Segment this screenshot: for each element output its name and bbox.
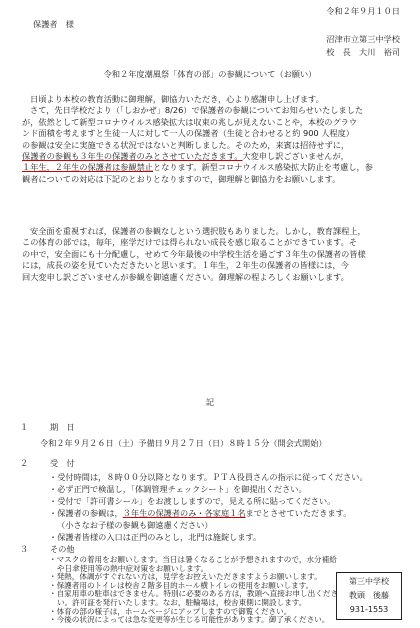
document-title: 令和２年度潮風祭「体育の部」の参観について（お願い） — [103, 69, 317, 79]
list-item-note: （小さなお子様の参観も御遠慮ください） — [57, 520, 213, 530]
safety-line: の中で，安全面にも十分配慮し，せめて今年最後の中学校生活を過ごす３年生の保護者の皆様 — [22, 248, 366, 259]
contact-box — [336, 572, 402, 620]
list-item: ・保護者の参観は，３年生の保護者のみ・各家庭１名までとさせていただきます。 — [49, 508, 352, 518]
intro-line: １年生，２年生の保護者は参観禁止となります。新型コロナウイルス感染拡大防止を考慮し，参 — [22, 162, 373, 173]
list-item: ・自家用車の駐車はできません。特別に必要のある方は，教頭へ直接お申し出くださ — [49, 589, 339, 599]
ki-heading: 記 — [205, 397, 215, 407]
list-item: ・受付で「許可書シール」をお渡ししますので，見える所に貼ってください。 — [49, 496, 336, 506]
list-item: ・今後の状況によっては急な変更等が生じる可能性があります。御了承ください。 — [49, 615, 330, 625]
list-item: ・受付時間は，８時００分以降となります。ＰＴＡ役員さんの指示に従ってください。 — [49, 472, 368, 482]
list-item: ・保護者皆様の入口は正門のみとし，北門は施錠します。 — [49, 532, 262, 542]
list-item: ・必ず正門で検温し，「体調管理チェックシート」を御提出ください。 — [49, 484, 307, 494]
section-reception-heading: ２ 受 付 — [20, 458, 75, 468]
intro-line: ンド面積を考えますと生徒一人に対して一人の保護者（生徒と合わせると約 900 人程度） — [22, 128, 354, 139]
intro-line: さて，先日学校だより（「しおかぜ」8/26）で保護者の参観についてお知らせいたしました — [30, 105, 364, 116]
list-item-cont: い。許可証を発行いたします。なお，駐輪場は，校舎東側に開設します。 — [57, 597, 307, 607]
document-date: 令和２年９月１０日 — [326, 6, 400, 16]
event-date: 令和２年９月２６日（土）予備日９月２７日（日）８時１５分（開会式開始） — [40, 438, 327, 448]
recipient: 保護者 様 — [33, 19, 74, 29]
list-item: ・発熱，体調がすぐれない方は，見学をお控えいただきますようお願いします。 — [49, 572, 322, 582]
sender-block — [326, 33, 400, 59]
contact-person: 教頭 後藤 — [349, 591, 389, 600]
safety-line: 回大変申し訳ございませんが参観を御遠慮ください。御理解の程よろしくお願いします。 — [22, 271, 349, 282]
intro-line: 日頃より本校の教育活動に御理解，御協力いただき，心より感謝申し上げます。 — [30, 94, 324, 104]
contact-phone: 931-1553 — [349, 605, 389, 614]
list-item: ・マスクの着用をお願いします。当日は暑くなることが予想されますので，水分補給 — [49, 555, 337, 564]
intro-line: 観者についての対応は下記のとおりとなりますので，御理解と御協力をお願いします。 — [22, 173, 341, 184]
parent-limit-underline: ３年生の保護者のみ・各家庭１名 — [122, 508, 246, 518]
safety-line: 安全面を重視すれば，保護者の参観なしという選択肢もありました。しかし，教育課程上， — [30, 226, 366, 236]
section-date-heading: １ 期 日 — [20, 422, 75, 432]
reception-list — [49, 471, 409, 543]
intro-line: の参観は安全に実施できる状況ではないと判断しました。そのため，来賓は招待せずに， — [22, 139, 350, 150]
safety-line: この体育の部では，毎年，座学だけでは得られない成長を感じ取ることができています。そ — [22, 237, 358, 248]
intro-paragraph — [22, 94, 406, 185]
restriction-underline: 保護者の参観も３年生の保護者のみとさせていただきます。 — [22, 151, 243, 162]
principal-name: 校 長 大川 裕司 — [326, 47, 400, 57]
contact-school: 第三中学校 — [349, 577, 389, 586]
other-list — [49, 556, 339, 625]
list-item: ・体育の部の様子は，ホームページにアップしますので御覧ください。 — [49, 606, 292, 616]
prohibition-underline: １年生，２年生の保護者は参観禁止 — [22, 162, 154, 173]
list-item: ・保護者用のトイレは校舎２階多目的ホール横トイレの使用をお願いします。 — [49, 580, 314, 590]
intro-line: 保護者の参観も３年生の保護者のみとさせていただきます。大変申し訳ございませんが， — [22, 151, 349, 162]
list-item-cont: や日傘使用等の熱中症対策をお願いします。 — [57, 563, 209, 573]
intro-line: が，依然として新型コロナウイルス感染拡大は収束の兆しが見えないことや，本校のグラウ — [22, 116, 358, 127]
section-other-heading: ３ その他 — [20, 544, 75, 554]
school-name: 沼津市立第三中学校 — [326, 34, 400, 44]
safety-paragraph — [22, 226, 406, 283]
safety-line: には，成長の姿を見ていただきたいと思います。１年生，２年生の保護者の皆様には，今 — [22, 260, 349, 271]
